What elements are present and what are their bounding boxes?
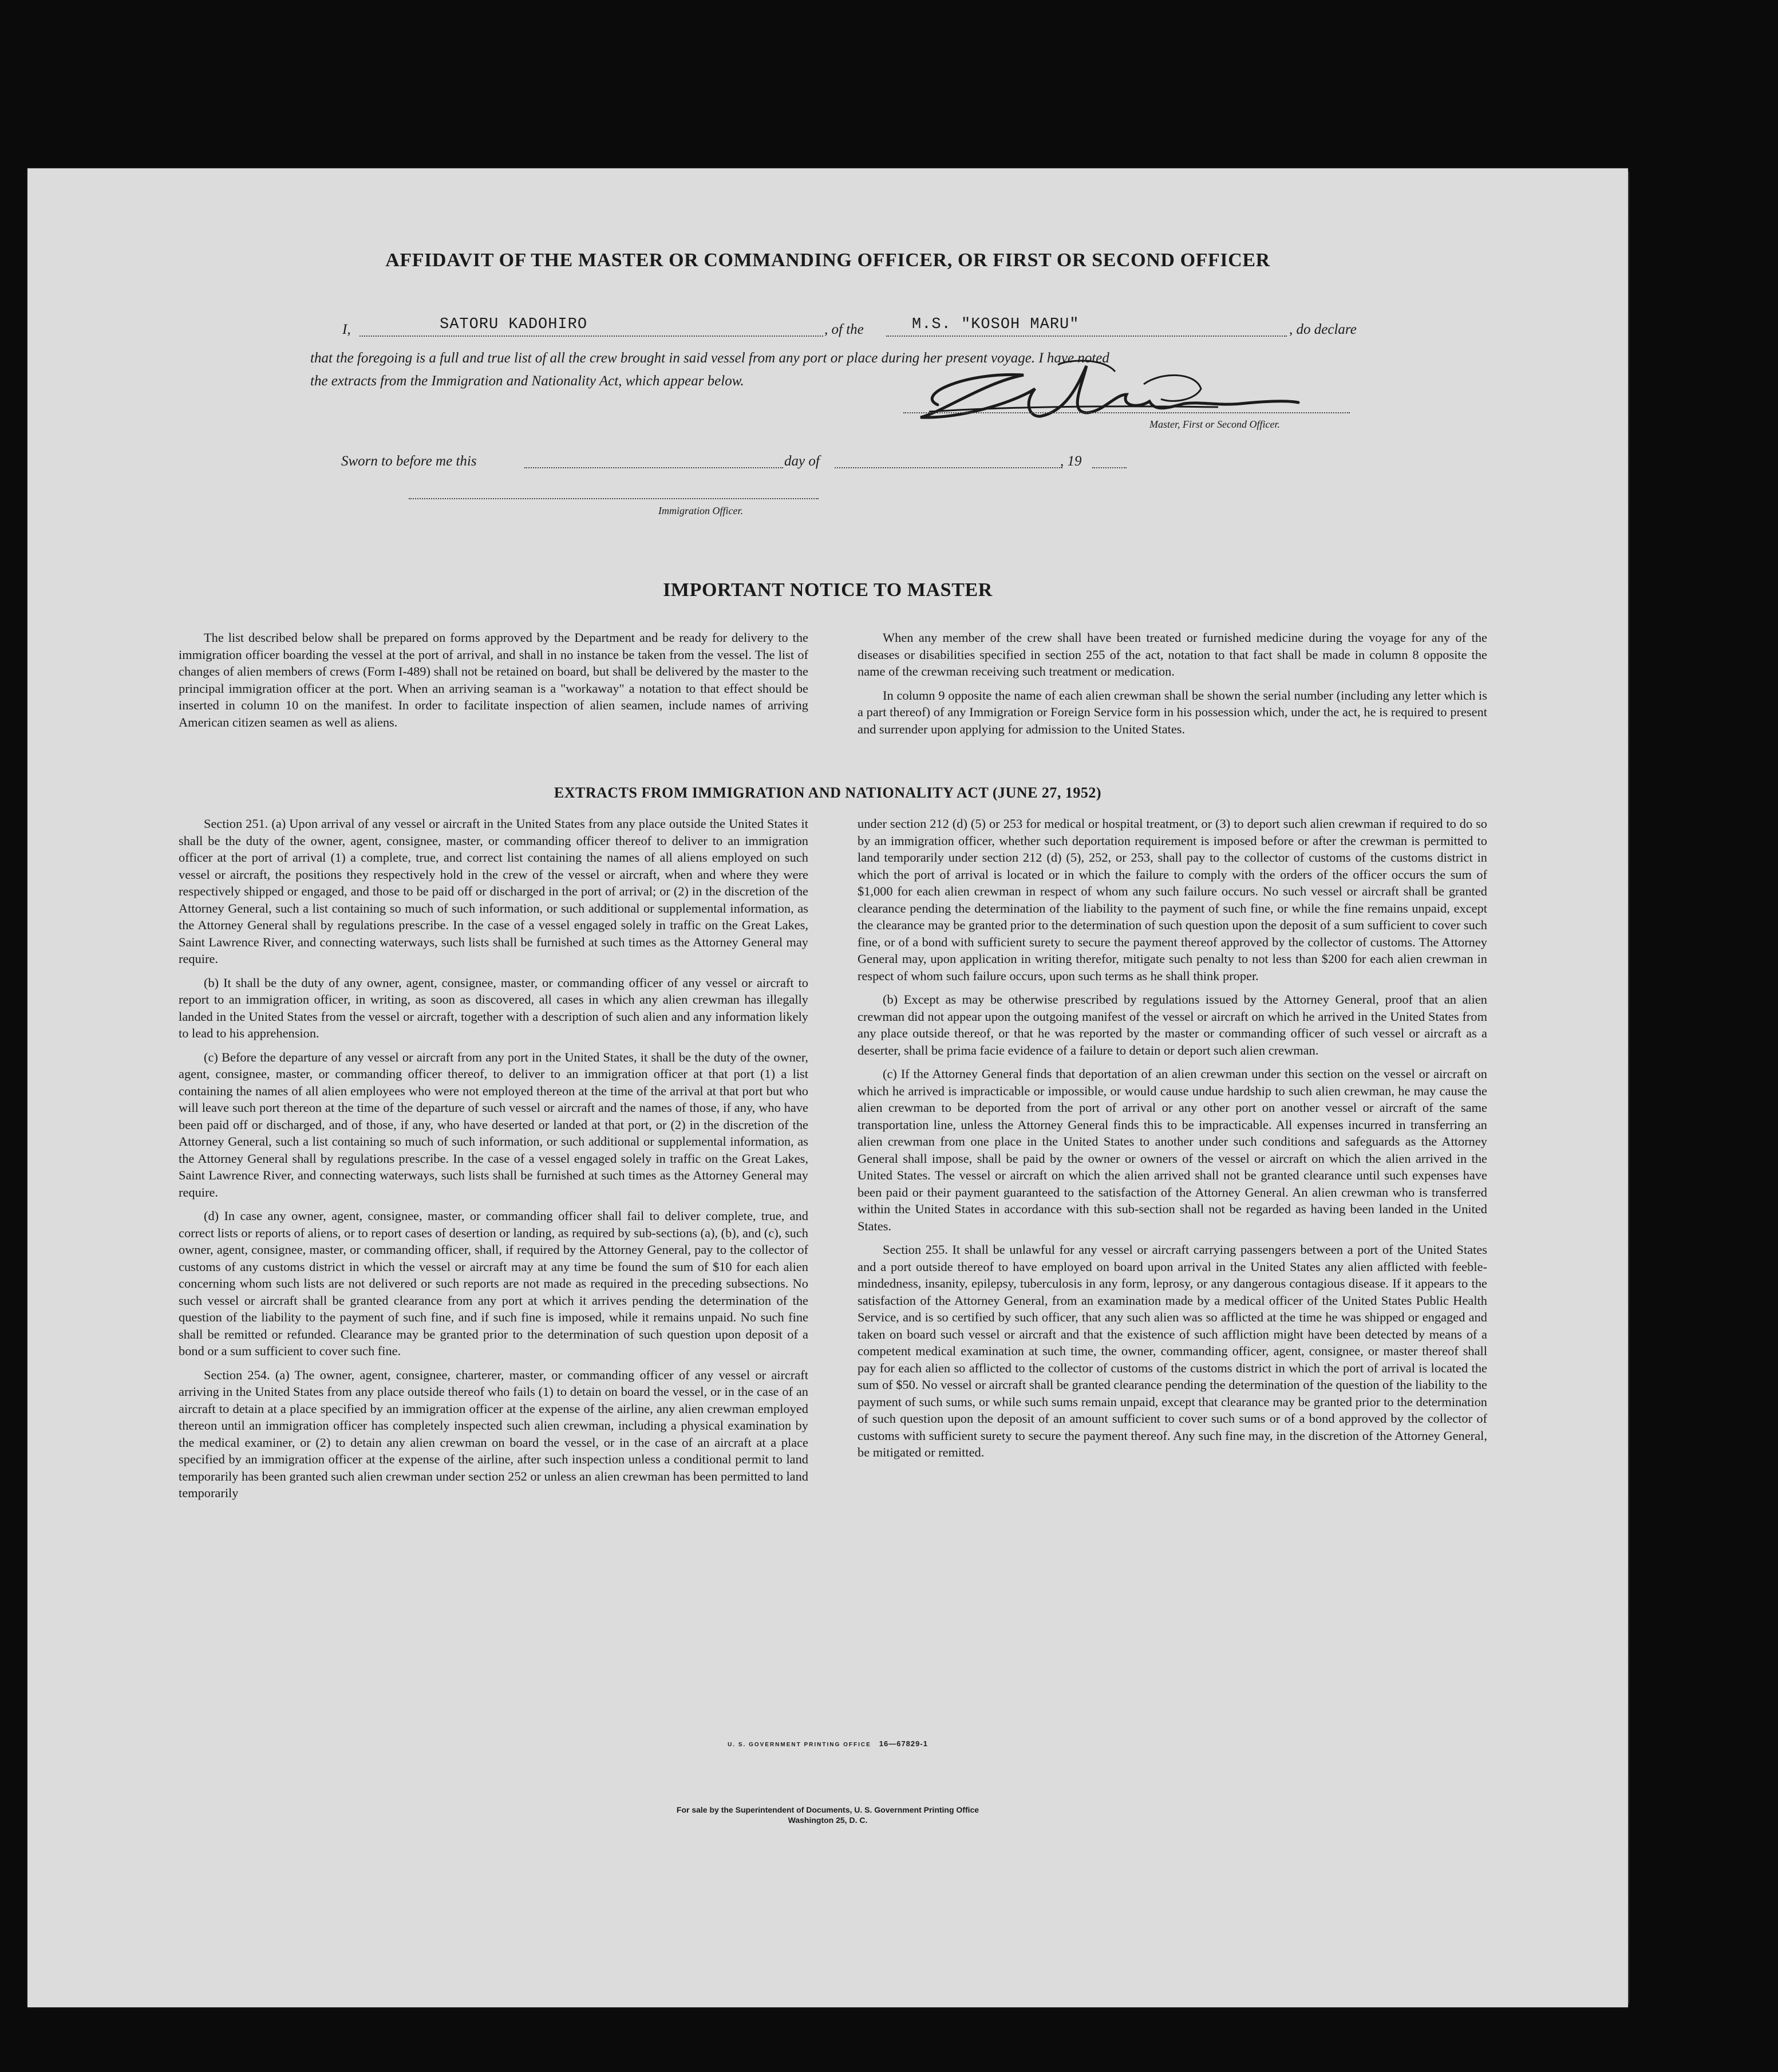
notice-title: IMPORTANT NOTICE TO MASTER — [663, 579, 993, 601]
declaration-line-3: the extracts from the Immigration and Nationality Act, which appear below. — [310, 373, 744, 389]
form-number: 16—67829-1 — [879, 1739, 928, 1748]
section-251-a: Section 251. (a) Upon arrival of any vessel or aircraft in the United States from any place outside the United States it shall be the duty of the owner, agent, consignee, master, or commanding officer thereof to deliver to an immigration officer at the port of arrival (1) a complete, true, and correct list containing the names of all aliens employed on such vessel or aircraft, the positions they respectively hold in the crew of the vessel or aircraft, when and where they were respectively shipped or engaged, and those to be paid off or discharged in the port of arrival; or (2) in the discretion of the Attorney General, such a list containing so much of such information, or such additional or supplemental information, as the Attorney General shall by regulations prescribe. In the case of a vessel engaged solely in traffic on the Great Lakes, Saint Lawrence River, and connecting waterways, such lists shall be furnished at such times as the Attorney General may require. — [179, 816, 808, 966]
sworn-day-label: day of — [784, 453, 820, 469]
notice-paragraph: When any member of the crew shall have been treated or furnished medicine during the voyage for any of the diseases or disabilities specified in section 255 of the act, notation to that fact shall be made in column 8 opposite the name of the crewman receiving such treatment or medication. — [858, 630, 1487, 678]
extracts-right-column — [858, 815, 1487, 1461]
section-251-b: (b) It shall be the duty of any owner, agent, consignee, master, or commanding officer of any vessel or aircraft to report to an immigration officer, in writing, as soon as discovered, all cases in which any alien crewman has illegally landed in the United States from the vessel or aircraft, together with a description of such alien and any information likely to lead to his apprehension. — [179, 975, 808, 1040]
notice-right-column — [858, 629, 1487, 737]
vessel-name-value: M.S. "KOSOH MARU" — [912, 316, 1080, 333]
section-254-c: (c) If the Attorney General finds that deportation of an alien crewman under this section on the vessel or aircraft on which he arrived is impracticable or impossible, or would cause undue hardship to such alien crewman, he may cause the alien crewman to be deported from the port of arrival or any other port on another vessel or aircraft of the same transportation line, unless the Attorney General finds this to be impracticable. All expenses incurred in transferring an alien crewman from one place in the United States to another under such conditions and safeguards as the Attorney General shall impose, shall be paid by the owner or owners of the vessel or aircraft on which the alien arrived in the United States. The vessel or aircraft on which the alien arrived shall not be granted clearance until such expenses have been paid or their payment guaranteed to the satisfaction of the Attorney General. An alien crewman who is transferred within the United States in accordance with this sub-section shall not be regarded as having been landed in the United States. — [858, 1067, 1487, 1233]
signature-caption: Master, First or Second Officer. — [1149, 419, 1280, 430]
printer-imprint — [27, 1739, 1628, 1748]
sworn-month-field — [835, 450, 1062, 468]
notice-paragraph: The list described below shall be prepared on forms approved by the Department and be ready for delivery to the immigration officer boarding the vessel at the port of arrival, and shall in no instance be taken from the vessel. The list of changes of alien members of crews (Form I-489) shall not be retained on board, but shall be delivered by the master to the principal immigration officer at the port. When an arriving seaman is a "workaway" a notation to that effect should be inserted in column 10 on the manifest. In order to facilitate inspection of alien seamen, include names of arriving American citizen seamen as well as aliens. — [179, 630, 808, 729]
notice-paragraph: In column 9 opposite the name of each alien crewman shall be shown the serial number (including any letter which is a part thereof) of any Immigration or Foreign Service form in his possession which, under the act, he is required to present and surrender upon applying for admission to the United States. — [858, 688, 1487, 736]
sworn-day-field — [524, 450, 783, 468]
printer-name: U. S. GOVERNMENT PRINTING OFFICE — [728, 1742, 871, 1748]
section-251-d: (d) In case any owner, agent, consignee, master, or commanding officer shall fail to deliver complete, true, and correct lists or reports of aliens, or to report cases of desertion or landing, as required by sub-sections (a), (b), and (c), such owner, agent, consignee, master, or commanding officer, shall, if required by the Attorney General, pay to the collector of customs of any customs district in which the vessel or aircraft may at any time be found the sum of $10 for each alien concerning whom such lists are not delivered or such reports are not made as required in the preceding subsections. No such vessel or aircraft shall be granted clearance from any port at which it arrives pending the determination of the question of the liability to the payment of such fine, and if such fine is imposed, while it remains unpaid. No such fine shall be remitted or refunded. Clearance may be granted prior to the determination of such question upon deposit of a bond or a sum sufficient to cover such fine. — [179, 1209, 808, 1358]
sale-line-1: For sale by the Superintendent of Documents, U. S. Government Printing Office — [676, 1805, 979, 1814]
master-name-field — [359, 318, 823, 337]
declaration-start: I, — [342, 322, 351, 337]
declaration-line-2: that the foregoing is a full and true list of all the crew brought in said vessel from any port or place during her present voyage. I have noted — [310, 350, 1109, 366]
sale-line-2: Washington 25, D. C. — [788, 1816, 868, 1825]
sworn-start: Sworn to before me this — [341, 453, 477, 469]
section-254-b: (b) Except as may be otherwise prescribed by regulations issued by the Attorney General, proof that an alien crewman did not appear upon the outgoing manifest of the vessel or aircraft on which he arrived in the United States from any place outside thereof, or that he was reported by the master or commanding officer of such vessel or aircraft as a deserter, shall be prima facie evidence of a failure to detain or deport such alien crewman. — [858, 992, 1487, 1057]
document-page — [27, 168, 1628, 2007]
extracts-left-column — [179, 815, 808, 1502]
notice-left-column — [179, 629, 808, 731]
officer-signature-line — [409, 497, 819, 499]
master-name-value: SATORU KADOHIRO — [440, 316, 588, 333]
declaration-of-the: , of the — [824, 322, 864, 337]
section-255: Section 255. It shall be unlawful for any vessel or aircraft carrying passengers between a port of the United States and a port outside thereof to have employed on board upon arrival in the United States any alien afflicted with feeble-mindedness, insanity, epilepsy, tuberculosis in any form, leprosy, or any dangerous contagious disease. If it appears to the satisfaction of the Attorney General, from an examination made by a medical officer of the United States Public Health Service, and is so certified by such officer, that any such alien was so afflicted at the time he was shipped or engaged and taken on board such vessel or aircraft and that the existence of such affliction might have been detected by means of a competent medical examination at such time, the owner, commanding officer, agent, consignee, or master thereof shall pay for each alien so afflicted to the collector of customs of the customs district in which the port of arrival is located the sum of $50. No vessel or aircraft shall be granted clearance pending the determination of the question of the liability to the payment of such sums, or while such sums remain unpaid, except that clearance may be granted prior to the determination of such question upon the deposit of an amount sufficient to cover such sums or of a bond approved by the collector of customs with sufficient surety to secure the payment thereof. Any such fine may, in the discretion of the Attorney General, be mitigated or remitted. — [858, 1242, 1487, 1459]
sworn-year-field — [1092, 450, 1127, 468]
sale-notice — [27, 1805, 1628, 1825]
sworn-year-label: , 19 — [1060, 453, 1082, 469]
extracts-title: EXTRACTS FROM IMMIGRATION AND NATIONALITY ACT (JUNE 27, 1952) — [554, 784, 1102, 801]
section-254-a-continued: under section 212 (d) (5) or 253 for medical or hospital treatment, or (3) to deport such alien crewman if required to do so by an immigration officer, whether such deportation requirement is imposed before or after the crewman is permitted to land temporarily under section 212 (d) (5), 252, or 253, shall pay to the collector of customs of the customs district in which the port of arrival is located or in which the failure to comply with the orders of the officer occurs the sum of $1,000 for each alien crewman in respect of whom any such failure occurs. No such vessel or aircraft shall be granted clearance pending the determination of the liability to the payment of such fine, or while the fine remains unpaid, except the clearance may be granted prior to the determination of such question upon the deposit of a sum sufficient to cover such fine, or of a bond with sufficient surety to secure the payment thereof approved by the collector of customs. The Attorney General may, upon application in writing therefor, mitigate such penalty to not less than $200 for each alien crewman in respect of whom such failure occurs, upon such terms as he shall think proper. — [858, 816, 1487, 983]
affidavit-title: AFFIDAVIT OF THE MASTER OR COMMANDING OFFICER, OR FIRST OR SECOND OFFICER — [385, 250, 1270, 271]
officer-caption: Immigration Officer. — [658, 505, 743, 516]
section-251-c: (c) Before the departure of any vessel or aircraft from any port in the United States, it shall be the duty of the owner, agent, consignee, master, or commanding officer thereof, to deliver to an immigration officer at that port (1) a list containing the names of all alien employees who were not employed thereon at the time of the arrival at that port but who will leave such port thereon at the time of the departure of such vessel or aircraft and the names of those, if any, who have been paid off or discharged, and of those, if any, who have deserted or landed at that port, or (2) in the discretion of the Attorney General, such a list containing so much of such information, or such additional or supplemental information, as the Attorney General shall by regulations prescribe. In the case of a vessel engaged solely in traffic on the Great Lakes, Saint Lawrence River, and connecting waterways, such lists shall be furnished at such times as the Attorney General may require. — [179, 1049, 808, 1199]
section-254-a: Section 254. (a) The owner, agent, consignee, charterer, master, or commanding officer of any vessel or aircraft arriving in the United States from any place outside thereof who fails (1) to detain on board the vessel, or in the case of an aircraft to detain at a place specified by an immigration officer at the expense of the airline, any alien crewman employed thereon until an immigration officer has completely inspected such alien crewman, including a physical examination by the medical examiner, or (2) to detain any alien crewman on board the vessel, or in the case of an aircraft at a place specified by an immigration officer at the expense of the airline, after such inspection unless a conditional permit to land temporarily has been granted such alien crewman under section 252 or unless an alien crewman has been permitted to land temporarily — [179, 1367, 808, 1500]
signature-line — [903, 411, 1350, 413]
declaration-end: , do declare — [1289, 322, 1357, 337]
